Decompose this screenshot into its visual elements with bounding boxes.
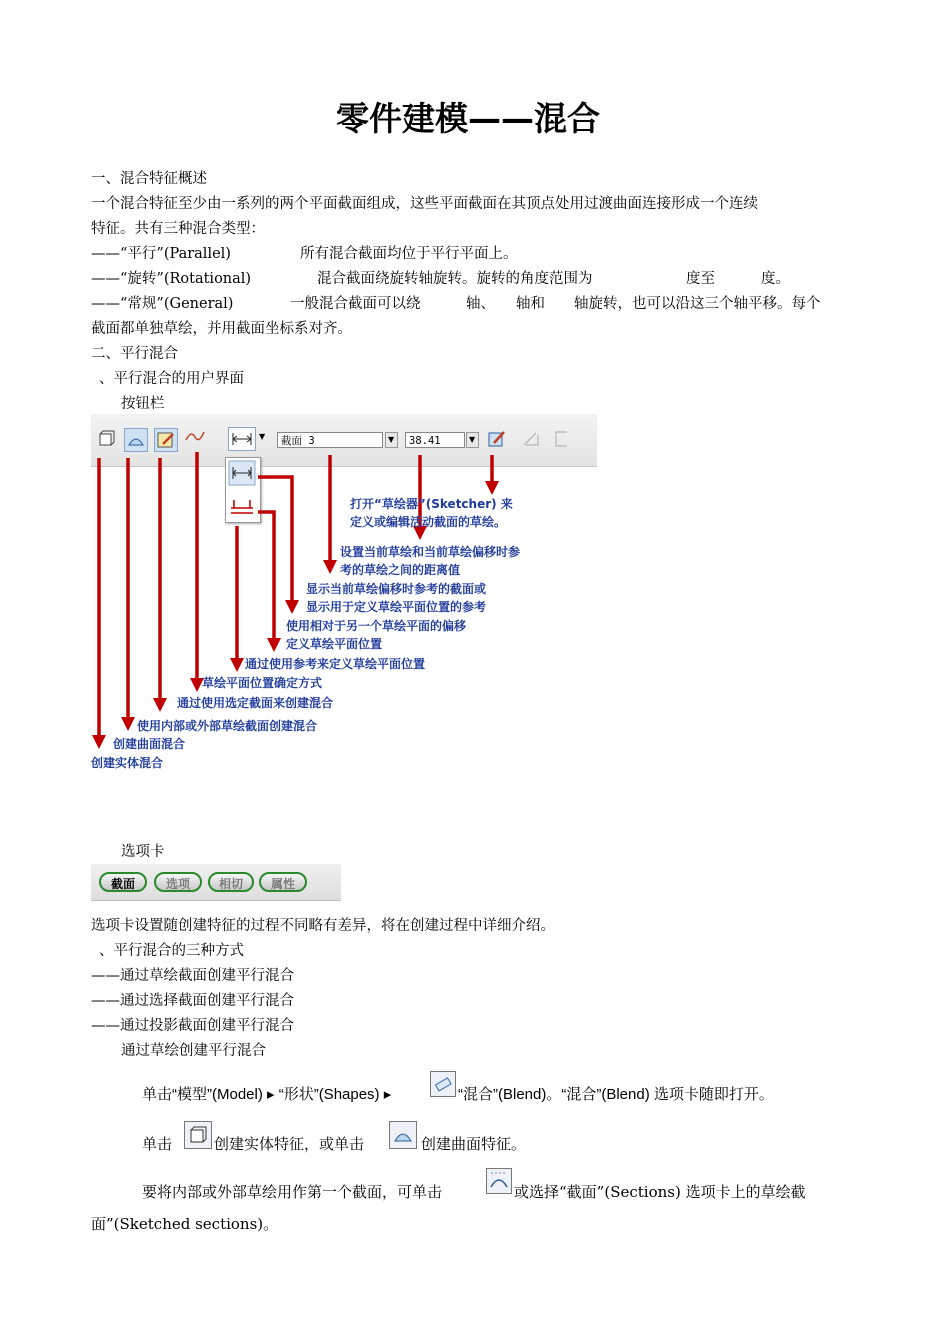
tab-tangency[interactable]: 相切 (208, 872, 254, 892)
offset-dropdown-button[interactable]: ▼ (466, 432, 479, 448)
type-general-axis3: 轴旋转，也可以沿这三个轴平移。每个 (574, 296, 821, 312)
subheading-ui: 、平行混合的用户界面 (99, 371, 244, 387)
section-select[interactable]: 截面 3 (277, 432, 383, 448)
method-select: ——通过选择截面创建平行混合 (91, 993, 294, 1009)
solid-feature-button[interactable] (184, 1121, 212, 1149)
step3-text-line2: 面”(Sketched sections)。 (91, 1215, 279, 1233)
chevron-down-icon[interactable]: ▼ (259, 432, 266, 441)
callout-offset-2: 定义草绘平面位置 (286, 637, 383, 651)
type-parallel-name: ——“平行”(Parallel) (91, 246, 231, 262)
tab-sections[interactable]: 截面 (99, 872, 147, 892)
callout-selected-sections: 通过使用选定截面来创建混合 (177, 696, 334, 710)
blend-icon (431, 1072, 455, 1096)
section-dropdown-button[interactable]: ▼ (385, 432, 398, 448)
callout-solid: 创建实体混合 (91, 756, 164, 770)
type-rotational-deg-to: 度至 (686, 271, 715, 287)
blend-command-button[interactable] (430, 1071, 456, 1097)
type-general-axis2: 轴和 (516, 296, 545, 312)
overview-paragraph-line1: 一个混合特征至少由一系列的两个平面截面组成，这些平面截面在其顶点处用过渡曲面连接形成一个连续 (91, 196, 758, 212)
tabs-description: 选项卡设置随创建特征的过程不同略有差异，将在创建过程中详细介绍。 (91, 918, 555, 934)
step1-text-b: “混合”(Blend)。“混合”(Blend) 选项卡随即打开。 (458, 1086, 774, 1103)
callout-section-ref-2: 显示用于定义草绘平面位置的参考 (306, 600, 487, 614)
callout-distance-2: 考的草绘之间的距离值 (340, 563, 461, 577)
sketched-sections-button[interactable] (486, 1168, 512, 1194)
sketch-section-icon (487, 1169, 511, 1193)
section-heading-overview: 一、混合特征概述 (91, 171, 207, 187)
solid-icon (185, 1122, 211, 1148)
type-general-axis1: 轴、 (466, 296, 495, 312)
surface-icon (390, 1122, 416, 1148)
step2-text-a: 单击 (142, 1135, 173, 1153)
type-rotational-deg-end: 度。 (761, 271, 790, 287)
callout-plane-position: 草绘平面位置确定方式 (202, 676, 323, 690)
callout-offset: 使用相对于另一个草绘平面的偏移 (286, 619, 467, 633)
step2-text-c: 创建曲面特征。 (421, 1135, 527, 1153)
callout-sketcher: 打开“草绘器”(Sketcher) 来 (350, 497, 513, 511)
callout-section-ref: 显示当前草绘偏移时参考的截面或 (306, 582, 487, 596)
type-general-name: ——“常规”(General) (91, 296, 234, 312)
type-general-line2: 截面都单独草绘，并用截面坐标系对齐。 (91, 321, 352, 337)
tab-properties[interactable]: 属性 (259, 872, 307, 892)
type-rotational-desc: 混合截面绕旋转轴旋转。旋转的角度范围为 (317, 271, 593, 287)
type-general-desc: 一般混合截面可以绕 (290, 296, 421, 312)
callout-sketcher-2: 定义或编辑活动截面的草绘。 (350, 515, 507, 529)
arrow-reference (258, 512, 274, 645)
tab-strip (91, 864, 341, 901)
type-parallel-desc: 所有混合截面均位于平行平面上。 (300, 246, 518, 262)
step1-text-a: 单击“模型”(Model) ▸ “形状”(Shapes) ▸ (142, 1086, 392, 1103)
callout-sketched-sections: 使用内部或外部草绘截面创建混合 (137, 719, 318, 733)
offset-value-input[interactable]: 38.41 (405, 432, 465, 448)
subheading-methods: 、平行混合的三种方式 (99, 943, 244, 959)
step3-text-b: 或选择“截面”(Sections) 选项卡上的草绘截 (514, 1183, 806, 1201)
subheading-sketch-blend: 通过草绘创建平行混合 (121, 1043, 266, 1059)
callout-distance: 设置当前草绘和当前草绘偏移时参 (340, 545, 521, 559)
tab-options[interactable]: 选项 (154, 872, 202, 892)
callout-reference: 通过使用参考来定义草绘平面位置 (245, 657, 426, 671)
method-project: ——通过投影截面创建平行混合 (91, 1018, 294, 1034)
overview-paragraph-line2: 特征。共有三种混合类型： (91, 221, 265, 237)
step2-text-b: 创建实体特征，或单击 (214, 1135, 365, 1153)
surface-feature-button[interactable] (389, 1121, 417, 1149)
callout-surface: 创建曲面混合 (113, 737, 186, 751)
method-sketch: ——通过草绘截面创建平行混合 (91, 968, 294, 984)
page-title: 零件建模——混合 (336, 99, 600, 138)
toolbar-label: 按钮栏 (121, 396, 165, 412)
type-rotational-name: ——“旋转”(Rotational) (91, 271, 252, 287)
step3-text-a: 要将内部或外部草绘用作第一个截面，可单击 (142, 1183, 443, 1201)
section-heading-parallel: 二、平行混合 (91, 346, 178, 362)
tabs-label: 选项卡 (121, 844, 165, 860)
